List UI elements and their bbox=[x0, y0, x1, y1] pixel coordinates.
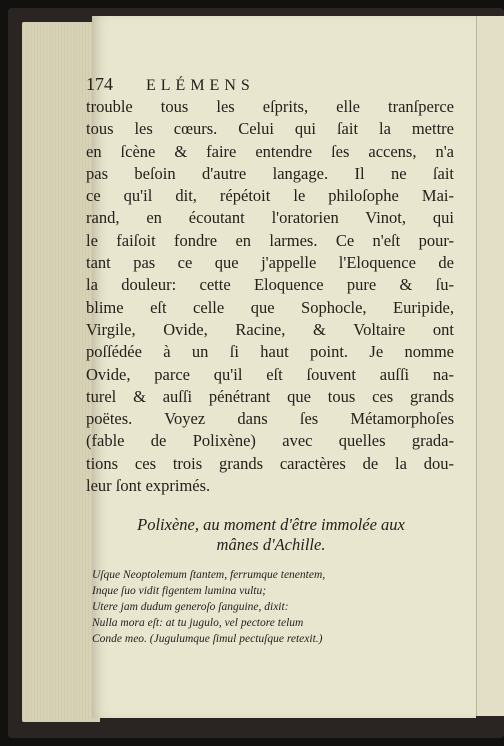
verse-line: Inque ſuo vidit figentem lumina vultu; bbox=[92, 585, 267, 598]
body-line: ce qu'il dit, répétoit le philoſophe Mai- bbox=[86, 186, 454, 206]
body-line: poſſédée à un ſi haut point. Je nomme bbox=[86, 342, 454, 362]
body-line: leur ſont exprimés. bbox=[86, 476, 211, 496]
body-line: turel & auſſi pénétrant que tous ces grands bbox=[86, 386, 454, 406]
body-line: tions ces trois grands caractères de la dou- bbox=[86, 453, 454, 473]
body-line: le faiſoit fondre en larmes. Ce n'eſt pour- bbox=[86, 230, 454, 250]
page-text bbox=[86, 74, 456, 647]
body-line: (fable de Polixène) avec quelles grada- bbox=[86, 431, 454, 451]
body-line: trouble tous les eſprits, elle tranſperce bbox=[86, 97, 454, 116]
latin-verse bbox=[86, 567, 456, 647]
body-line: poëtes. Voyez dans ſes Métamorphoſes bbox=[86, 409, 454, 429]
page-number: 174 bbox=[86, 74, 113, 94]
running-title: ELÉMENS bbox=[146, 77, 255, 94]
body-line: Ovide, parce qu'il eſt ſouvent auſſi na- bbox=[86, 364, 454, 384]
body-line: tous les cœurs. Celui qui ſait la mettre bbox=[86, 119, 454, 139]
body-line: pas beſoin d'autre langage. Il ne ſait bbox=[86, 163, 454, 183]
next-page-edge bbox=[476, 16, 504, 716]
body-text bbox=[86, 96, 456, 497]
body-line: en ſcène & faire entendre ſes accens, n'a bbox=[86, 141, 454, 161]
verse-line: Nulla mora eſt: at tu jugulo, vel pectore telum bbox=[92, 617, 304, 630]
verse-line: Conde meo. (Jugulumque ſimul pectuſque retexit.) bbox=[92, 633, 323, 646]
section-heading bbox=[86, 515, 456, 555]
body-line: blime eſt celle que Sophocle, Euripide, bbox=[86, 297, 454, 317]
body-line: Virgile, Ovide, Racine, & Voltaire ont bbox=[86, 319, 454, 339]
body-line: rand, en écoutant l'oratorien Vinot, qui bbox=[86, 208, 454, 228]
page-header bbox=[86, 74, 456, 96]
body-line: tant pas ce que j'appelle l'Eloquence de bbox=[86, 253, 454, 273]
heading-line: Polixène, au moment d'être immolée aux bbox=[137, 515, 405, 535]
body-line: la douleur: cette Eloquence pure & ſu- bbox=[86, 275, 454, 295]
heading-line: mânes d'Achille. bbox=[216, 535, 326, 555]
verse-line: Uſque Neoptolemum ſtantem, ferrumque tenentem, bbox=[92, 569, 326, 582]
verse-line: Utere jam dudum generoſo ſanguine, dixit: bbox=[92, 601, 289, 614]
